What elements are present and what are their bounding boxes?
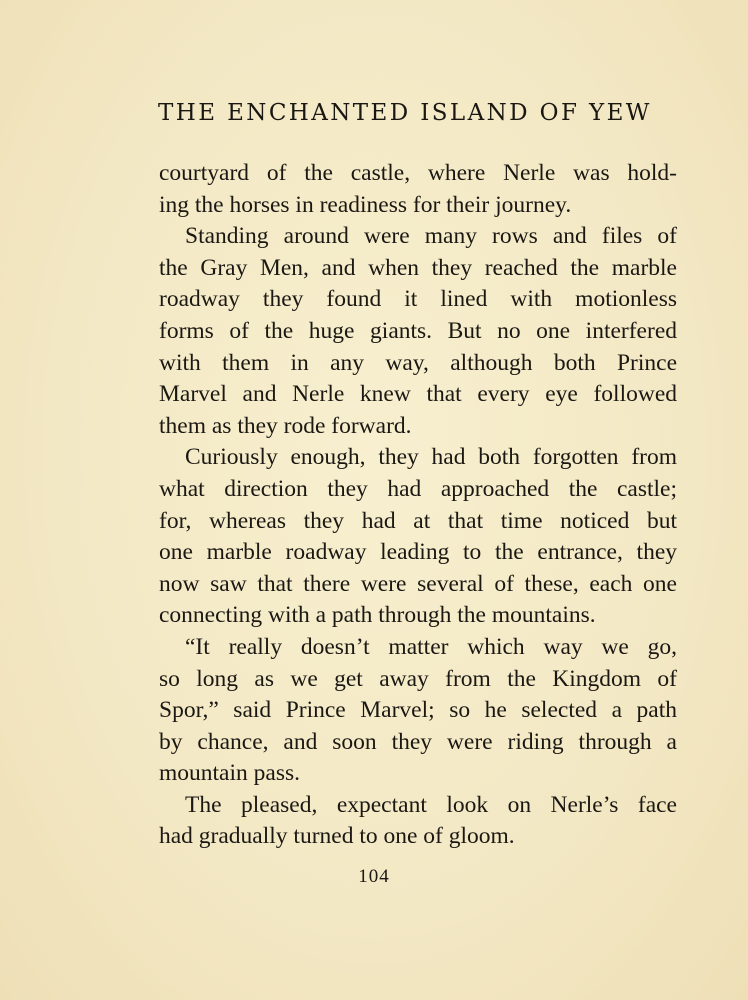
text-line: Curiously enough, they had both forgotten from	[185, 444, 677, 471]
text-line: Spor,” said Prince Marvel; so he selected a path	[159, 697, 677, 724]
text-line: by chance, and soon they were riding through a	[159, 728, 677, 755]
text-line: now saw that there were several of these, each one	[159, 570, 677, 597]
text-line: The pleased, expectant look on Nerle’s face	[185, 791, 677, 818]
page-number: 104	[358, 866, 390, 887]
text-line: them as they rode forward.	[159, 412, 412, 439]
text-line: the Gray Men, and when they reached the marble	[159, 254, 677, 281]
text-line: courtyard of the castle, where Nerle was hold-	[159, 160, 677, 186]
text-line: “It really doesn’t matter which way we go,	[185, 633, 677, 660]
text-line: for, whereas they had at that time noticed but	[159, 507, 677, 534]
text-line: Standing around were many rows and files of	[185, 223, 677, 250]
text-line: one marble roadway leading to the entrance, they	[159, 539, 677, 566]
text-line: had gradually turned to one of gloom.	[159, 823, 515, 850]
running-head: THE ENCHANTED ISLAND OF YEW	[158, 100, 652, 126]
text-line: roadway they found it lined with motionless	[159, 286, 677, 313]
text-line: with them in any way, although both Prince	[159, 349, 677, 376]
body-text	[159, 158, 677, 853]
text-line: ing the horses in readiness for their journey.	[159, 191, 572, 218]
text-line: forms of the huge giants. But no one interfered	[159, 317, 677, 344]
text-line: Marvel and Nerle knew that every eye followed	[159, 381, 677, 408]
text-line: so long as we get away from the Kingdom of	[159, 665, 677, 692]
text-line: connecting with a path through the mountains.	[159, 602, 596, 629]
text-line: mountain pass.	[159, 760, 300, 787]
text-line: what direction they had approached the castle;	[159, 475, 677, 502]
